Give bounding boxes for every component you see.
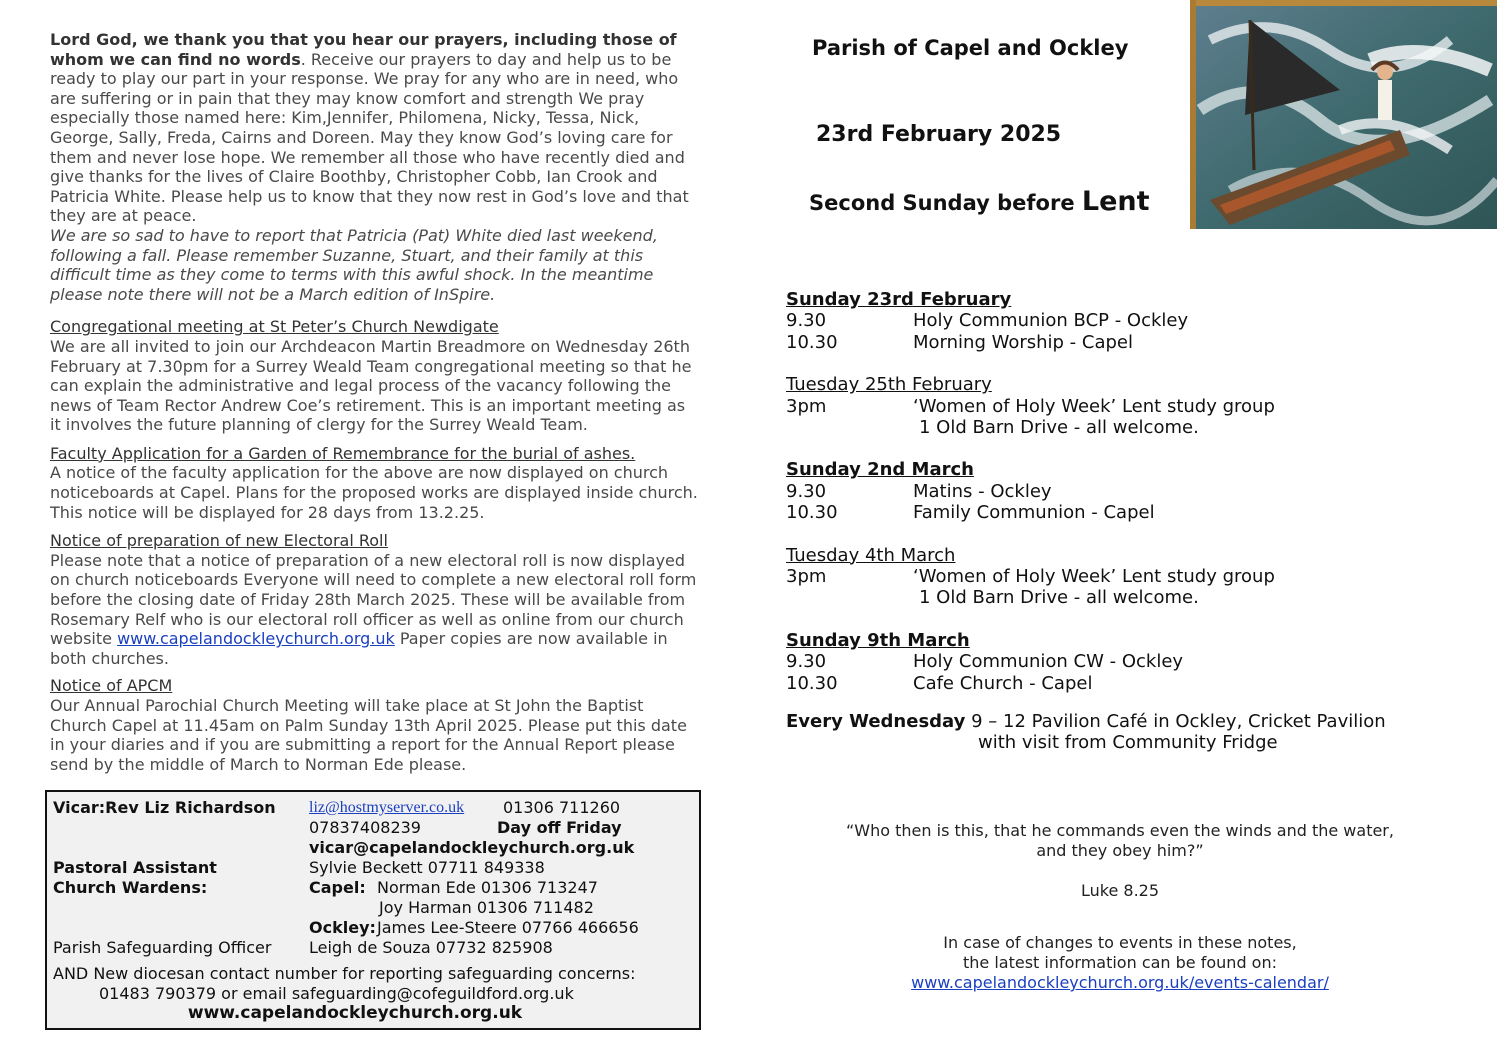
schedule-event: Family Communion - Capel — [913, 502, 1155, 524]
wednesday-text: 9 – 12 Pavilion Café in Ockley, Cricket Pavilion — [965, 710, 1386, 732]
parish-title: Parish of Capel and Ockley — [812, 36, 1129, 60]
changes-line-2: the latest information can be found on: — [962, 953, 1277, 972]
wardens-label: Church Wardens: — [53, 878, 208, 897]
prayer-lead: Lord God, we thank you that you hear our prayers, including those of whom we can find no words — [50, 30, 677, 69]
prayer-text: . Receive our prayers to day and help us to be ready to play our part in your response. We pray for any who are in need, who are suffering or in pain that they may know comfort and strength We pray especially those named here: Kim,Jennifer, Philomena, Nicky, Tessa, Nick, George, Sally, Freda, Cairns and Doreen. May they know God’s loving care for them and never lose hope. We remember all those who have recently died and give thanks for the lives of Claire Boothby, Christopher Cobb, Ian Crook and Patricia White. Please help us to know that they now rest in God’s love and that they are at peace. — [50, 49, 689, 226]
schedule-row — [786, 587, 1406, 608]
wednesday-cafe — [786, 711, 1406, 754]
service-date: 23rd February 2025 — [816, 122, 1062, 147]
notice-heading-electoral: Notice of preparation of new Electoral Roll — [50, 531, 388, 551]
vicar-email-2: vicar@capelandockleychurch.org.uk — [309, 838, 635, 857]
schedule-group — [786, 289, 1406, 353]
vicar-phone: 01306 711260 — [503, 798, 621, 817]
schedule-event: 1 Old Barn Drive - all welcome. — [919, 587, 1199, 609]
schedule-row — [786, 673, 1406, 694]
notice-heading-apcm: Notice of APCM — [50, 676, 173, 696]
schedule-event: Cafe Church - Capel — [913, 672, 1093, 694]
schedule-row — [786, 502, 1406, 523]
schedule-group — [786, 630, 1406, 694]
box-website: www.capelandockleychurch.org.uk — [187, 1003, 523, 1023]
website-link[interactable]: www.capelandockleychurch.org.uk — [117, 629, 395, 649]
prayer-section — [50, 30, 700, 774]
notice-body-apcm: Our Annual Parochial Church Meeting will take place at St John the Baptist Church Capel at 11.45am on Palm Sunday 13th April 2025. Please put this date in your diaries and if you are submitting a report for the Annual Report please send by the middle of March to Norman Ede please. — [50, 696, 687, 774]
schedule-event: Morning Worship - Capel — [913, 331, 1133, 353]
schedule-group — [786, 374, 1406, 438]
sad-news: We are so sad to have to report that Patricia (Pat) White died last weekend, following a fall. Please remember Suzanne, Stuart, and their family at this difficult time as they come to terms with this awful shock. In the meantime please note there will not be a March edition of InSpire. — [50, 225, 658, 304]
notice-heading-meeting: Congregational meeting at St Peter’s Church Newdigate — [50, 317, 499, 337]
schedule-row — [786, 332, 1406, 353]
events-calendar-link[interactable]: www.capelandockleychurch.org.uk/events-calendar/ — [911, 973, 1329, 992]
capel-warden-2: Joy Harman 01306 711482 — [379, 898, 594, 917]
schedule-event: Holy Communion CW - Ockley — [913, 651, 1184, 673]
schedule-time: 9.30 — [786, 651, 827, 673]
capel-label: Capel: — [309, 878, 366, 897]
schedule-event: Holy Communion BCP - Ockley — [913, 310, 1189, 332]
electoral-text: Please note that a notice of preparation of a new electoral roll is now displayed on church noticeboards Everyone will need to complete a new electoral roll form before the closing date of Friday 28th March 2025. These will be available from Rosemary Relf who is our electoral roll officer as well as online from our church website — [50, 550, 697, 649]
sunday-title-lent: Lent — [1081, 186, 1150, 217]
diocesan-line-2: 01483 790379 or email safeguarding@cofeguildford.org.uk — [99, 984, 574, 1003]
scripture-quote — [790, 821, 1450, 901]
schedule-time: 10.30 — [786, 502, 838, 524]
notice-heading-faculty: Faculty Application for a Garden of Remembrance for the burial of ashes. — [50, 443, 636, 463]
schedule-group — [786, 459, 1406, 523]
pastoral-value: Sylvie Beckett 07711 849338 — [309, 858, 545, 877]
schedule-heading: Tuesday 25th February — [786, 374, 992, 396]
changes-line-1: In case of changes to events in these notes, — [943, 933, 1297, 952]
schedule-heading: Sunday 9th March — [786, 629, 970, 651]
wednesday-label: Every Wednesday — [786, 710, 966, 732]
vicar-label: Vicar:Rev Liz Richardson — [53, 798, 276, 817]
notice-body-meeting: We are all invited to join our Archdeacon Martin Breadmore on Wednesday 26th February at 7.30pm for a Surrey Weald Team congregational meeting so that he can explain the administrative and legal process of the vacancy following the news of Team Rector Andrew Coe’s retirement. This is an important meeting as it involves the future planning of clergy for the Surrey Weald Team. — [50, 336, 692, 435]
schedule-time: 3pm — [786, 395, 827, 417]
vicar-mobile: 07837408239 — [309, 818, 421, 837]
boat-painting — [1190, 0, 1497, 229]
pastoral-label: Pastoral Assistant — [53, 858, 217, 877]
schedule-time: 10.30 — [786, 672, 838, 694]
schedule-heading: Sunday 2nd March — [786, 459, 974, 481]
safeguarding-value: Leigh de Souza 07732 825908 — [309, 938, 553, 957]
notice-body-electoral — [50, 551, 700, 669]
schedule-time: 9.30 — [786, 310, 827, 332]
schedule-row — [786, 566, 1406, 587]
notice-body-faculty: A notice of the faculty application for the above are now displayed on church noticeboards at Capel. Plans for the proposed works are displayed inside church. This notice will be displayed for 28 days from 13.2.25. — [50, 463, 698, 522]
electoral-text-after: Paper copies are now available in both churches. — [50, 629, 668, 668]
schedule-row — [786, 417, 1406, 438]
schedule-event: ‘Women of Holy Week’ Lent study group — [913, 565, 1275, 587]
quote-line-2: and they obey him?” — [1036, 841, 1204, 860]
diocesan-line-1: AND New diocesan contact number for reporting safeguarding concerns: — [53, 964, 636, 983]
schedule-event: ‘Women of Holy Week’ Lent study group — [913, 395, 1275, 417]
sunday-title — [809, 186, 1150, 217]
sunday-title-prefix: Second Sunday before — [809, 191, 1082, 215]
capel-warden-1: Norman Ede 01306 713247 — [377, 878, 598, 897]
quote-reference: Luke 8.25 — [1080, 881, 1160, 900]
day-off: Day off Friday — [497, 818, 622, 837]
schedule-row — [786, 481, 1406, 502]
schedule-event: Matins - Ockley — [913, 480, 1052, 502]
schedule-group — [786, 545, 1406, 609]
wednesday-line-2: with visit from Community Fridge — [978, 732, 1278, 754]
schedule-time: 3pm — [786, 565, 827, 587]
schedule-time: 9.30 — [786, 480, 827, 502]
changes-note — [790, 933, 1450, 993]
safeguarding-label: Parish Safeguarding Officer — [53, 938, 272, 957]
schedule-row — [786, 310, 1406, 331]
ockley-warden: James Lee-Steere 07766 466656 — [377, 918, 639, 937]
schedule-heading: Tuesday 4th March — [786, 544, 956, 566]
schedule-row — [786, 396, 1406, 417]
schedule-time: 10.30 — [786, 331, 838, 353]
quote-line-1: “Who then is this, that he commands even the winds and the water, — [846, 821, 1394, 840]
schedule-row — [786, 651, 1406, 672]
schedule-heading: Sunday 23rd February — [786, 289, 1012, 310]
ockley-label: Ockley: — [309, 918, 376, 937]
vicar-email-link[interactable]: liz@hostmyserver.co.uk — [309, 799, 465, 816]
service-schedule — [786, 289, 1406, 754]
schedule-event: 1 Old Barn Drive - all welcome. — [919, 416, 1199, 438]
contact-box — [45, 790, 701, 1030]
